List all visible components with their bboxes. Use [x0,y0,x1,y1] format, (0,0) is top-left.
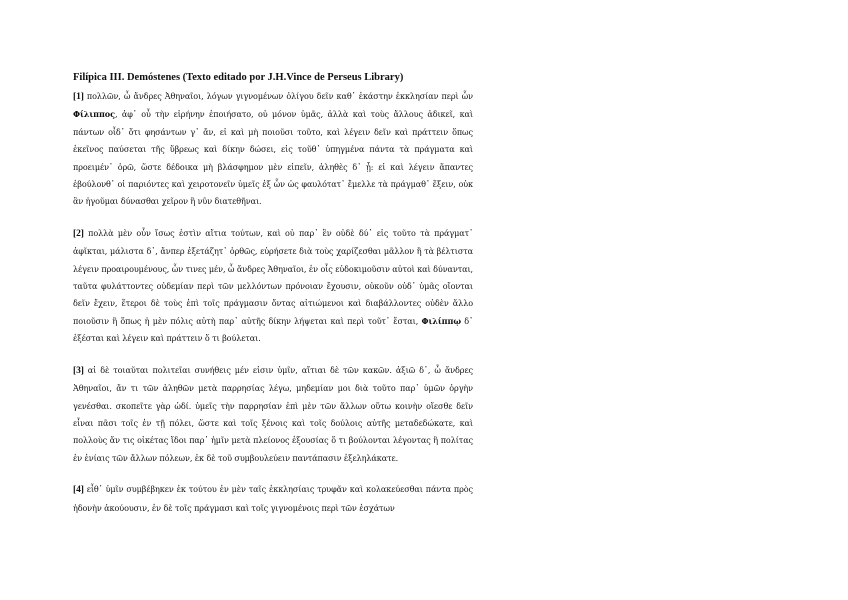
paragraph-1 [73,88,473,211]
paragraph-text: πολλὰ μὲν οὖν ἴσως ἐστὶν αἴτια τούτων, καὶ οὐ παρ᾽ ἓν οὐδὲ δύ᾽ εἰς τοῦτο τὰ πράγματ᾽ ἀφῖκται, μάλιστα δ᾽, ἄνπερ ἐξετάζητ᾽ ὀρθῶς, εὑρήσετε διὰ τοὺς χαρίζεσθαι μᾶλλον ἢ τὰ βέλτιστα λέγειν προαιρουμένους, ὧν τινες μέν, ὦ ἄνδρες Ἀθηναῖοι, ἐν οἷς εὐδοκιμοῦσιν αὐτοὶ καὶ δύνανται, ταῦτα φυλάττοντες οὐδεμίαν περὶ τῶν μελλόντων πρόνοιαν ἔχουσιν, οὐκοῦν οὐδ᾽ ὑμᾶς οἴονται δεῖν ἔχειν, ἕτεροι δὲ τοὺς ἐπὶ τοῖς πράγμασιν ὄντας αἰτιώμενοι καὶ διαβάλλοντες οὐδὲν ἄλλο ποιοῦσιν ἢ ὅπως ἡ μὲν πόλις αὐτὴ παρ᾽ αὑτῆς δίκην λήψεται καὶ περὶ τοῦτ᾽ ἔσται, [73,227,473,326]
proper-name: Φίλιππος [73,109,115,120]
paragraph-3 [73,362,473,467]
paragraph-number: [2] [73,228,84,239]
paragraph-text: , ἀφ᾽ οὗ τὴν εἰρήνην ἐποιήσατο, οὐ μόνον ὑμᾶς, ἀλλὰ καὶ τοὺς ἄλλους ἀδικεῖ, καὶ πάντων οἶδ᾽ ὅτι φησάντων γ᾽ ἄν, εἰ καὶ μὴ ποιοῦσι τοῦτο, καὶ λέγειν δεῖν καὶ πράττειν ὅπως ἐκεῖνος παύσεται τῆς ὕβρεως καὶ δίκην δώσει, εἰς τοῦθ᾽ ὑπηγμένα πάντα τὰ πράγματα καὶ προειμέν᾽ ὁρῶ, ὥστε δέδοικα μὴ βλάσφημον μὲν εἰπεῖν, ἀληθὲς δ᾽ ᾖ: εἰ καὶ λέγειν ἅπαντες ἐβούλονθ᾽ οἱ παριόντες καὶ χειροτονεῖν ὑμεῖς ἐξ ὧν ὡς φαυλότατ᾽ ἔμελλε τὰ πράγμαθ᾽ ἕξειν, οὐκ ἂν ἡγοῦμαι δύνασθαι χεῖρον ἢ νῦν διατεθῆναι. [73,109,473,207]
paragraph-text: αἱ δὲ τοιαῦται πολιτεῖαι συνήθεις μέν εἰσιν ὑμῖν, αἴτιαι δὲ τῶν κακῶν. ἀξιῶ δ᾽, ὦ ἄνδρες Ἀθηναῖοι, ἄν τι τῶν ἀληθῶν μετὰ παρρησίας λέγω, μηδεμίαν μοι διὰ τοῦτο παρ᾽ ὑμῶν ὀργὴν γενέσθαι. σκοπεῖτε γὰρ ὡδί. ὑμεῖς τὴν παρρησίαν ἐπὶ μὲν τῶν ἄλλων οὕτω κοινὴν οἴεσθε δεῖν εἶναι πᾶσι τοῖς ἐν τῇ πόλει, ὥστε καὶ τοῖς ξένοις καὶ τοῖς δούλοις αὐτῆς μεταδεδώκατε, καὶ πολλοὺς ἄν τις οἰκέτας ἴδοι παρ᾽ ἡμῖν μετὰ πλείονος ἐξουσίας ὅ τι βούλονται λέγοντας ἢ πολίτας ἐν ἐνίαις τῶν ἄλλων πόλεων, ἐκ δὲ τοῦ συμβουλεύειν παντάπασιν ἐξεληλάκατε. [73,364,473,463]
paragraph-number: [4] [73,485,84,496]
proper-name: Φιλίππῳ [421,315,461,326]
paragraph-text: δ᾽ ἐξέσται καὶ λέγειν καὶ πράττειν ὅ τι βούλεται. [73,315,473,344]
paragraph-4 [73,481,473,517]
document-page [73,70,473,517]
paragraph-2 [73,225,473,348]
paragraph-number: [1] [73,92,84,102]
paragraph-text: εἶθ᾽ ὑμῖν συμβέβηκεν ἐκ τούτου ἐν μὲν ταῖς ἐκκλησίαις τρυφᾶν καὶ κολακεύεσθαι πάντα πρὸς ἡδονὴν ἀκούουσιν, ἐν δὲ τοῖς πράγμασι καὶ τοῖς γιγνομένοις περὶ τῶν ἐσχάτων [73,484,473,513]
paragraph-number: [3] [73,365,84,376]
document-title: Filípica III. Demóstenes (Texto editado por J.H.Vince de Perseus Library) [73,72,404,83]
paragraph-text: πολλῶν, ὦ ἄνδρες Ἀθηναῖοι, λόγων γιγνομένων ὀλίγου δεῖν καθ᾽ ἑκάστην ἐκκλησίαν περὶ ὧν [86,91,473,101]
